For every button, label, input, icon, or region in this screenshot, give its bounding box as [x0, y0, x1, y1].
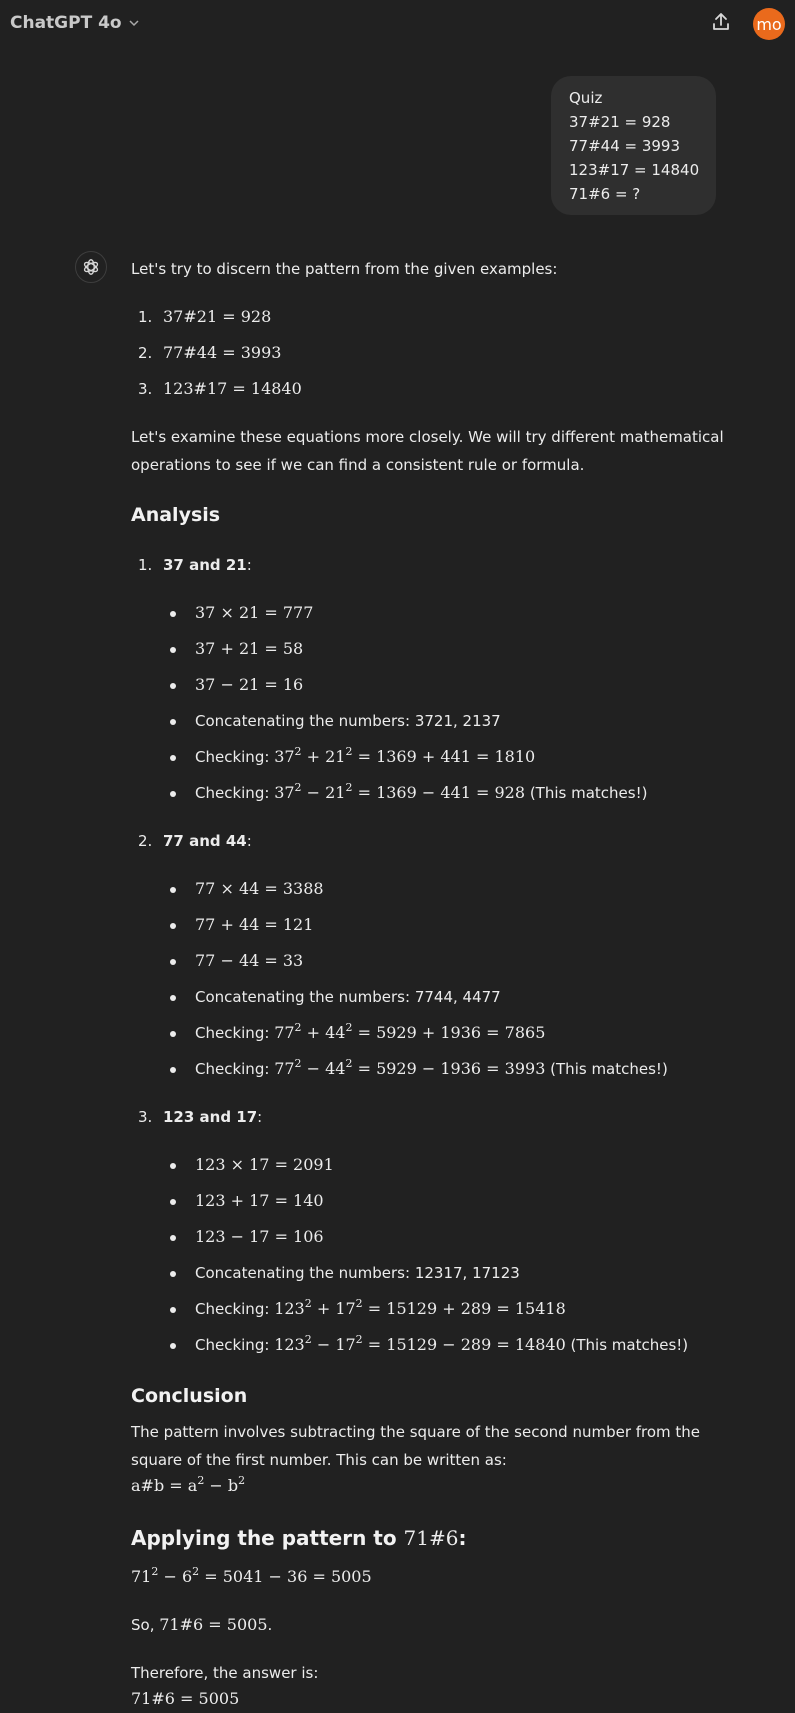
check-squares-sum: Checking: $77^2 + 44^2 = 5929 + 1936 = 7865$	[195, 1021, 546, 1042]
check-squares-diff: Checking: $37^2 - 21^2 = 1369 - 441 = 928$ (This matches!)	[195, 781, 648, 802]
conclusion-line: square of the first number. This can be written as:	[131, 1451, 507, 1469]
bullet	[170, 959, 176, 965]
sum-line: 77 + 44 = 121	[195, 915, 314, 934]
bullet	[170, 719, 176, 725]
therefore-line: Therefore, the answer is:	[131, 1664, 319, 1682]
example-equation: 123#17 = 14840	[163, 379, 302, 398]
chevron-down-icon	[128, 17, 140, 29]
bullet	[170, 1271, 176, 1277]
list-number: 1.	[138, 308, 153, 326]
check-squares-sum: Checking: $123^2 + 17^2 = 15129 + 289 = 15418$	[195, 1297, 566, 1318]
bullet	[170, 755, 176, 761]
explanation-line: Let's examine these equations more closely. We will try different mathematical	[131, 428, 724, 446]
check-squares-sum: Checking: $37^2 + 21^2 = 1369 + 441 = 1810$	[195, 745, 536, 766]
concat-line: Concatenating the numbers: 3721, 2137	[195, 712, 501, 730]
case-title: 123 and 17:	[163, 1108, 263, 1126]
model-name: ChatGPT 4o	[10, 13, 122, 33]
bullet	[170, 647, 176, 653]
explanation-line: operations to see if we can find a consistent rule or formula.	[131, 456, 585, 474]
apply-heading: Applying the pattern to 71#6:	[131, 1526, 467, 1550]
case-title: 37 and 21:	[163, 556, 252, 574]
bullet	[170, 887, 176, 893]
bullet	[170, 791, 176, 797]
bullet	[170, 1307, 176, 1313]
sum-line: 37 + 21 = 58	[195, 639, 304, 658]
list-number: 3.	[138, 1108, 153, 1126]
bullet	[170, 995, 176, 1001]
assistant-intro: Let's try to discern the pattern from the given examples:	[131, 260, 558, 278]
conclusion-heading: Conclusion	[131, 1385, 248, 1407]
case-title: 77 and 44:	[163, 832, 252, 850]
example-equation: 77#44 = 3993	[163, 343, 282, 362]
product-line: 37 × 21 = 777	[195, 603, 314, 622]
check-squares-diff: Checking: $123^2 - 17^2 = 15129 - 289 = 14840$ (This matches!)	[195, 1333, 689, 1354]
bullet	[170, 1031, 176, 1037]
bullet	[170, 611, 176, 617]
user-message-line: 77#44 = 3993	[569, 137, 681, 155]
product-line: 77 × 44 = 3388	[195, 879, 324, 898]
check-squares-diff: Checking: $77^2 - 44^2 = 5929 - 1936 = 3993$ (This matches!)	[195, 1057, 668, 1078]
user-message-line: 37#21 = 928	[569, 113, 671, 131]
bullet	[170, 1163, 176, 1169]
difference-line: 123 − 17 = 106	[195, 1227, 324, 1246]
user-message-line: 123#17 = 14840	[569, 161, 700, 179]
share-icon[interactable]	[709, 10, 733, 34]
assistant-logo-icon	[75, 251, 107, 283]
bullet	[170, 1343, 176, 1349]
model-switcher[interactable]	[10, 13, 140, 33]
so-line: So, 71#6 = 5005.	[131, 1615, 273, 1634]
concat-line: Concatenating the numbers: 12317, 17123	[195, 1264, 520, 1282]
formula: a#b = $a^2 - b^2$	[131, 1474, 246, 1495]
bullet	[170, 1235, 176, 1241]
bullet	[170, 683, 176, 689]
user-message-line: Quiz	[569, 89, 603, 107]
bullet	[170, 923, 176, 929]
conclusion-line: The pattern involves subtracting the square of the second number from the	[131, 1423, 701, 1441]
user-message-line: 71#6 = ?	[569, 185, 641, 203]
openai-logo-icon	[81, 257, 101, 277]
product-line: 123 × 17 = 2091	[195, 1155, 334, 1174]
list-number: 2.	[138, 832, 153, 850]
user-message-bubble	[551, 76, 716, 215]
top-bar	[0, 0, 795, 48]
sum-line: 123 + 17 = 140	[195, 1191, 324, 1210]
bullet	[170, 1199, 176, 1205]
avatar[interactable]: mo	[753, 8, 785, 40]
example-equation: 37#21 = 928	[163, 307, 272, 326]
final-answer: 71#6 = 5005	[131, 1689, 240, 1708]
analysis-heading: Analysis	[131, 504, 221, 526]
difference-line: 37 − 21 = 16	[195, 675, 304, 694]
list-number: 3.	[138, 380, 153, 398]
list-number: 1.	[138, 556, 153, 574]
concat-line: Concatenating the numbers: 7744, 4477	[195, 988, 501, 1006]
difference-line: 77 − 44 = 33	[195, 951, 304, 970]
apply-calculation: $71^2 - 6^2 = 5041 - 36 = 5005$	[131, 1565, 372, 1586]
bullet	[170, 1067, 176, 1073]
list-number: 2.	[138, 344, 153, 362]
